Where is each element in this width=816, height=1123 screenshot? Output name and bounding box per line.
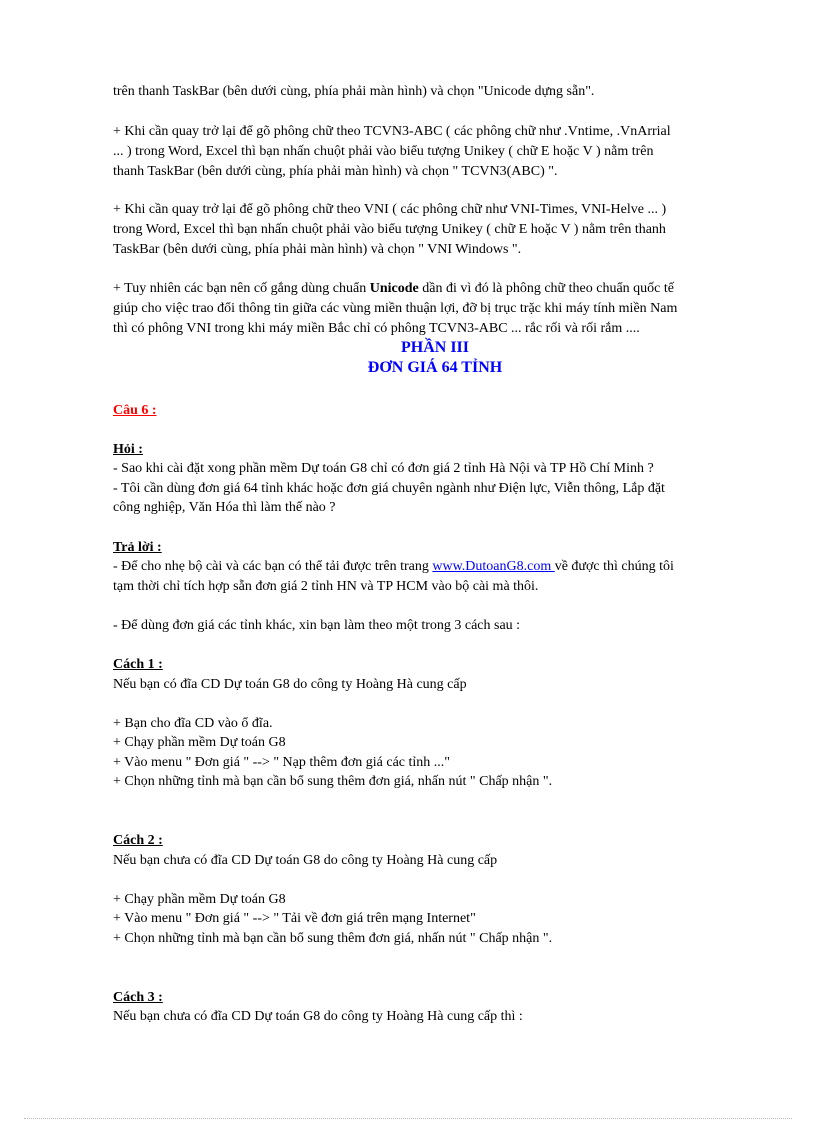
para4-line3: thì có phông VNI trong khi máy miền Bắc chỉ có phông TCVN3-ABC ... rắc rối và rối rắm .... [113,321,640,336]
dutoang8-link[interactable]: www.DutoanG8.com [432,559,555,574]
way1-label [113,655,763,675]
answer-line1 [113,557,763,577]
way1-label-text: Cách 1 : [113,657,163,672]
way1-step3: + Vào menu " Đơn giá " --> " Nạp thêm đơn giá các tỉnh ..." [113,755,451,770]
para4-line1 [113,279,763,299]
way2-intro: Nếu bạn chưa có đĩa CD Dự toán G8 do công ty Hoàng Hà cung cấp [113,853,498,868]
para3-line3: TaskBar (bên dưới cùng, phía phải màn hình) và chọn " VNI Windows ". [113,242,522,257]
way2-label [113,831,763,851]
part-subtitle: ĐƠN GIÁ 64 TỈNH [367,359,503,376]
way1-intro: Nếu bạn có đĩa CD Dự toán G8 do công ty Hoàng Hà cung cấp [113,677,467,692]
way2-step3: + Chọn những tỉnh mà bạn cần bổ sung thêm đơn giá, nhấn nút " Chấp nhận ". [113,931,553,946]
answer-line1-b: về được thì chúng tôi [554,559,674,574]
para3-line2: trong Word, Excel thì bạn nhấn chuột phải vào biểu tượng Unikey ( chữ E hoặc V ) nằm trên thanh [113,222,666,237]
answer-line1-a: - Để cho nhẹ bộ cài và các bạn có thể tải được trên trang [113,559,433,574]
para4-line1-c: dần đi vì đó là phông chữ theo chuẩn quốc tế [418,281,674,296]
answer-label [113,538,763,558]
way3-intro: Nếu bạn chưa có đĩa CD Dự toán G8 do công ty Hoàng Hà cung cấp thì : [113,1009,523,1024]
ask-label-text: Hỏi : [113,442,143,457]
ask-line3: công nghiệp, Văn Hóa thì làm thế nào ? [113,500,336,515]
part-title: PHẦN III [400,339,469,356]
way1-step4: + Chọn những tỉnh mà bạn cần bổ sung thêm đơn giá, nhấn nút " Chấp nhận ". [113,774,553,789]
para2-line3: thanh TaskBar (bên dưới cùng, phía phải màn hình) và chọn " TCVN3(ABC) ". [113,164,558,179]
way2-step1: + Chạy phần mềm Dự toán G8 [113,892,286,907]
unicode-bold: Unicode [369,281,419,296]
way2-step2: + Vào menu " Đơn giá " --> " Tải về đơn giá trên mạng Internet" [113,911,476,926]
way3-label [113,988,763,1008]
answer-label-text: Trả lời : [113,540,162,555]
question-6-text: Câu 6 : [113,403,157,418]
question-6-label [113,401,763,421]
way1-step2: + Chạy phần mềm Dự toán G8 [113,735,286,750]
way2-label-text: Cách 2 : [113,833,163,848]
answer-line3: - Để dùng đơn giá các tỉnh khác, xin bạn làm theo một trong 3 cách sau : [113,618,521,633]
para1-line1: trên thanh TaskBar (bên dưới cùng, phía phải màn hình) và chọn "Unicode dựng sẵn". [113,84,595,99]
ask-line2: - Tôi cần dùng đơn giá 64 tỉnh khác hoặc đơn giá chuyên ngành như Điện lực, Viễn thông, Lắp đặt [113,481,665,496]
para2-line2: ... ) trong Word, Excel thì bạn nhấn chuột phải vào biểu tượng Unikey ( chữ E hoặc V ) nằm trên [113,144,654,159]
para4-line2: giúp cho việc trao đổi thông tin giữa các vùng miền thuận lợi, đỡ bị trục trặc khi máy tính miền Nam [113,301,678,316]
ask-label [113,440,763,460]
para4-line1-a: + Tuy nhiên các bạn nên cố gắng dùng chuẩn [113,281,370,296]
para2-line1: + Khi cần quay trở lại để gõ phông chữ theo TCVN3-ABC ( các phông chữ như .Vntime, .VnArrial [113,124,671,139]
page-bottom-divider [24,1118,792,1119]
ask-line1: - Sao khi cài đặt xong phần mềm Dự toán G8 chỉ có đơn giá 2 tỉnh Hà Nội và TP Hồ Chí Minh ? [113,461,654,476]
para3-line1: + Khi cần quay trở lại để gõ phông chữ theo VNI ( các phông chữ như VNI-Times, VNI-Helve ... ) [113,202,667,217]
way1-step1: + Bạn cho đĩa CD vào ổ đĩa. [113,716,273,731]
answer-line2: tạm thời chỉ tích hợp sẵn đơn giá 2 tỉnh HN và TP HCM vào bộ cài mà thôi. [113,579,539,594]
way3-label-text: Cách 3 : [113,990,163,1005]
